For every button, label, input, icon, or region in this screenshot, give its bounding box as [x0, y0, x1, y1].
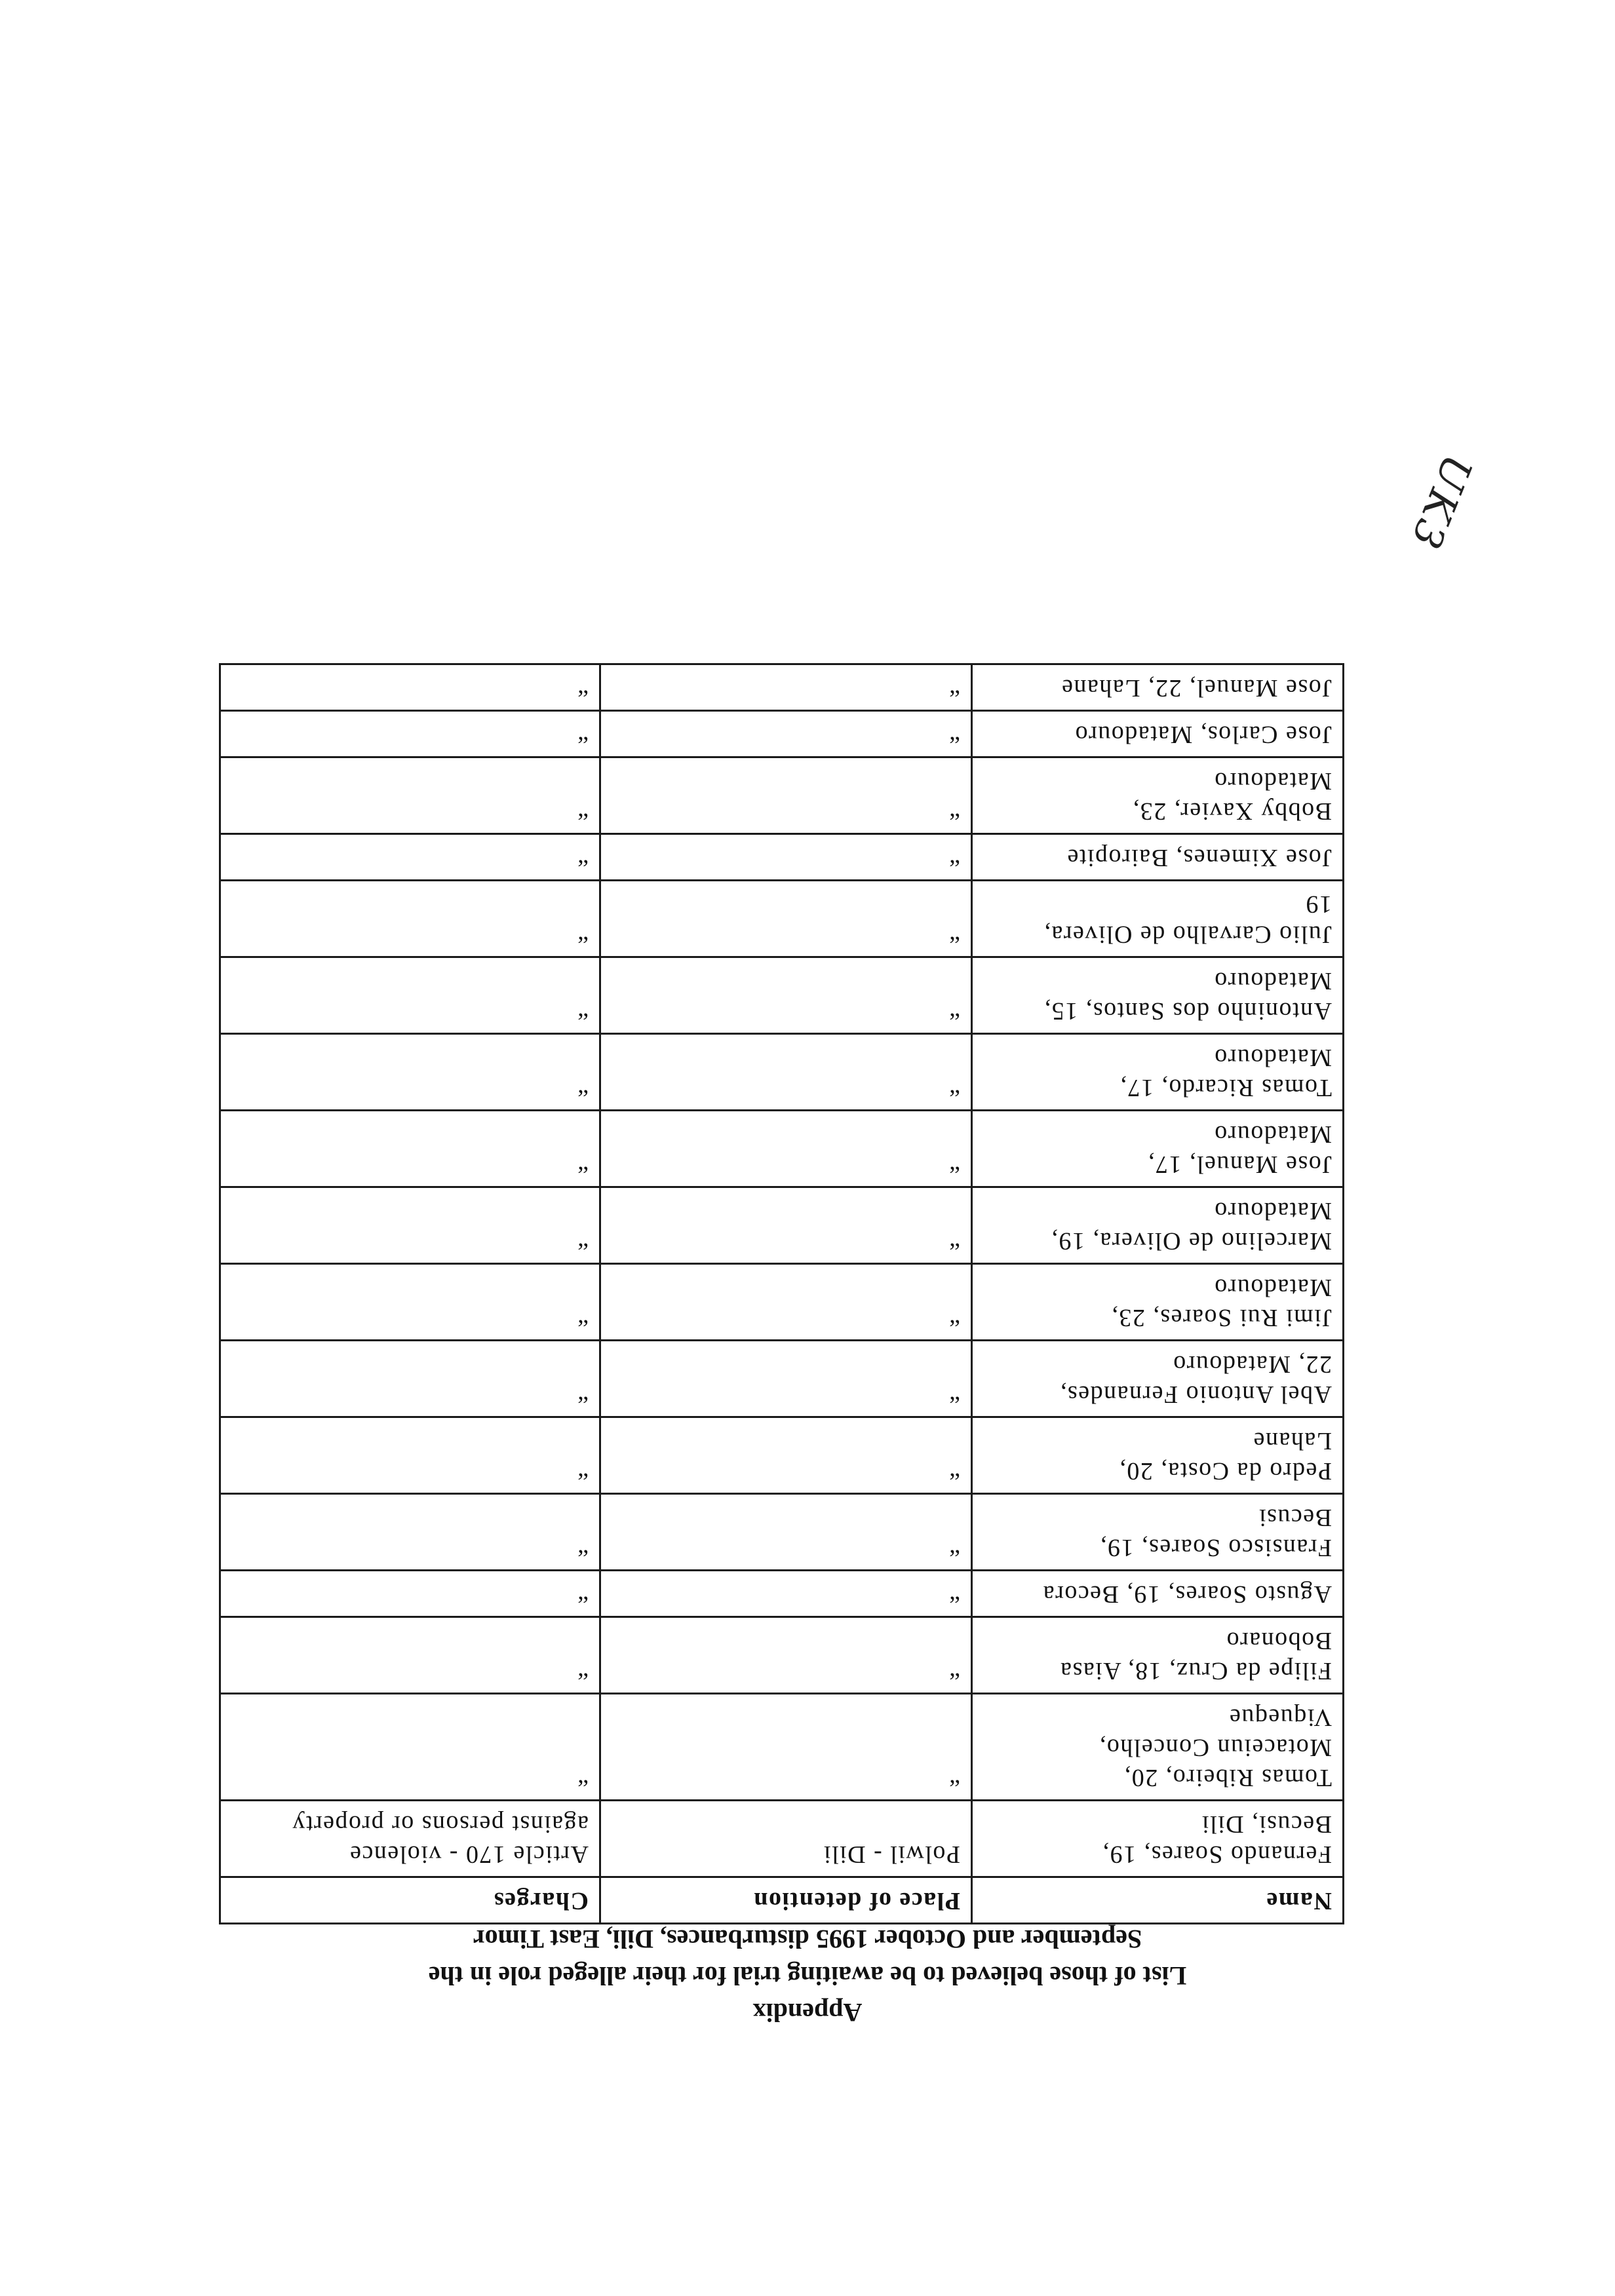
- name-line: Tomas Ribeiro, 20,: [1123, 1764, 1332, 1791]
- cell-charges: [220, 1617, 600, 1694]
- charges-line: against persons or property: [291, 1810, 589, 1838]
- cell-charges: [220, 834, 600, 881]
- cell-place-of-detention: [600, 957, 972, 1034]
- cell-charges: [220, 1571, 600, 1617]
- handwritten-annotation: UK3: [1401, 448, 1482, 558]
- cell-place-of-detention: [600, 1264, 972, 1341]
- table-row: [220, 1694, 1344, 1801]
- charges-line: “: [576, 1657, 589, 1685]
- cell-charges: [220, 1264, 600, 1341]
- name-line: Viqueque: [1228, 1704, 1332, 1731]
- cell-charges: [220, 664, 600, 711]
- table-row: [220, 1264, 1344, 1341]
- name-line: Tomas Ricardo, 17,: [1119, 1074, 1332, 1101]
- place-text: “: [948, 997, 960, 1025]
- place-text: “: [948, 797, 960, 825]
- cell-place-of-detention: [600, 757, 972, 834]
- table-row: [220, 1111, 1344, 1187]
- name-line: Lahane: [1253, 1427, 1332, 1455]
- charges-line: “: [576, 997, 589, 1025]
- charges-line: Article 170 - violence: [349, 1841, 589, 1868]
- cell-charges: [220, 1694, 600, 1801]
- charges-line: “: [576, 844, 589, 871]
- cell-place-of-detention: [600, 1111, 972, 1187]
- name-line: Matadouro: [1213, 767, 1332, 795]
- charges-line: “: [576, 1580, 589, 1608]
- heading-line-2: List of those believed to be awaiting trial for their alleged role in the: [428, 1961, 1187, 1991]
- name-line: 22, Matadouro: [1172, 1350, 1332, 1378]
- name-line: Motaceiun Concelho,: [1099, 1734, 1332, 1761]
- cell-place-of-detention: [600, 1341, 972, 1417]
- cell-name: [972, 957, 1344, 1034]
- name-line: Pedro da Costa, 20,: [1118, 1457, 1332, 1485]
- place-text: “: [948, 1534, 960, 1561]
- document-heading: [0, 1921, 1615, 2031]
- cell-place-of-detention: [600, 1187, 972, 1264]
- name-line: Bobby Xavier, 23,: [1132, 797, 1332, 825]
- header-place-of-detention: Place of detention: [600, 1877, 972, 1924]
- name-line: Antoninho dos Santos, 15,: [1043, 997, 1332, 1025]
- cell-name: [972, 711, 1344, 757]
- cell-place-of-detention: [600, 1494, 972, 1571]
- name-line: Matadouro: [1213, 1197, 1332, 1225]
- cell-place-of-detention: [600, 1034, 972, 1111]
- charges-line: “: [576, 1534, 589, 1561]
- table-row: [220, 1187, 1344, 1264]
- cell-name: [972, 1417, 1344, 1494]
- charges-line: “: [576, 1457, 589, 1485]
- detainees-table: [219, 663, 1344, 1924]
- cell-place-of-detention: [600, 1694, 972, 1801]
- cell-charges: [220, 1034, 600, 1111]
- charges-line: “: [576, 921, 589, 948]
- cell-place-of-detention: [600, 1417, 972, 1494]
- charges-line: “: [576, 721, 589, 748]
- table-row: [220, 1417, 1344, 1494]
- name-line: Matadouro: [1213, 967, 1332, 995]
- table-row: [220, 1034, 1344, 1111]
- charges-line: “: [576, 1074, 589, 1101]
- table-row: [220, 1801, 1344, 1877]
- cell-charges: [220, 881, 600, 957]
- name-line: Fransisco Soares, 19,: [1099, 1534, 1332, 1561]
- header-charges: Charges: [220, 1877, 600, 1924]
- cell-charges: [220, 1494, 600, 1571]
- place-text: “: [948, 1227, 960, 1255]
- name-line: Matadouro: [1213, 1044, 1332, 1071]
- place-text: “: [948, 674, 960, 702]
- cell-name: [972, 664, 1344, 711]
- place-text: “: [948, 844, 960, 871]
- cell-charges: [220, 1417, 600, 1494]
- cell-place-of-detention: [600, 834, 972, 881]
- cell-place-of-detention: [600, 1571, 972, 1617]
- place-text: “: [948, 1457, 960, 1485]
- place-text: “: [948, 1381, 960, 1408]
- charges-line: “: [576, 1151, 589, 1178]
- cell-name: [972, 1341, 1344, 1417]
- table-row: [220, 1617, 1344, 1694]
- cell-name: [972, 1694, 1344, 1801]
- cell-charges: [220, 1341, 600, 1417]
- cell-name: [972, 1494, 1344, 1571]
- table-row: [220, 1571, 1344, 1617]
- cell-name: [972, 1617, 1344, 1694]
- cell-charges: [220, 757, 600, 834]
- cell-charges: [220, 957, 600, 1034]
- table-row: [220, 881, 1344, 957]
- cell-charges: [220, 1111, 600, 1187]
- place-text: “: [948, 921, 960, 948]
- name-line: Jose Ximenes, Bairopite: [1066, 844, 1332, 871]
- charges-line: “: [576, 1227, 589, 1255]
- name-line: Becusi: [1258, 1504, 1332, 1531]
- charges-line: “: [576, 797, 589, 825]
- name-line: Agusto Soares, 19, Becora: [1042, 1580, 1332, 1608]
- name-line: Marcelino de Olivera, 19,: [1051, 1227, 1332, 1255]
- cell-name: [972, 1034, 1344, 1111]
- heading-line-3: September and October 1995 disturbances, Dili, East Timor: [473, 1924, 1142, 1954]
- charges-line: “: [576, 1304, 589, 1331]
- header-name: Name: [972, 1877, 1344, 1924]
- charges-line: “: [576, 1764, 589, 1791]
- name-line: Becusi, Dili: [1201, 1810, 1332, 1838]
- place-text: “: [948, 1304, 960, 1331]
- name-line: Fernando Soares, 19,: [1102, 1841, 1332, 1868]
- cell-name: [972, 1571, 1344, 1617]
- cell-place-of-detention: [600, 1617, 972, 1694]
- cell-place-of-detention: [600, 664, 972, 711]
- name-line: Bobonaro: [1226, 1627, 1332, 1655]
- name-line: Jimi Rui Soares, 23,: [1110, 1304, 1332, 1331]
- place-text: “: [948, 1580, 960, 1608]
- table-row: [220, 711, 1344, 757]
- cell-place-of-detention: [600, 881, 972, 957]
- cell-name: [972, 1264, 1344, 1341]
- name-line: Jose Carlos, Matadouro: [1074, 721, 1332, 748]
- cell-name: [972, 881, 1344, 957]
- table-row: [220, 1341, 1344, 1417]
- name-line: Filipe da Cruz, 18, Aiasa: [1059, 1657, 1332, 1685]
- cell-charges: [220, 1801, 600, 1877]
- name-line: Jose Manuel, 17,: [1147, 1151, 1332, 1178]
- name-line: Julio Carvalho de Olivera,: [1043, 921, 1332, 948]
- place-text: “: [948, 721, 960, 748]
- cell-name: [972, 1801, 1344, 1877]
- cell-name: [972, 757, 1344, 834]
- charges-line: “: [576, 674, 589, 702]
- place-text: “: [948, 1764, 960, 1791]
- heading-appendix: Appendix: [752, 1998, 863, 2027]
- name-line: Matadouro: [1213, 1120, 1332, 1148]
- charges-line: “: [576, 1381, 589, 1408]
- table-body: [220, 664, 1344, 1877]
- name-line: Jose Manuel, 22, Lahane: [1060, 674, 1332, 702]
- table-row: [220, 664, 1344, 711]
- table-row: [220, 957, 1344, 1034]
- place-text: “: [948, 1151, 960, 1178]
- cell-name: [972, 1187, 1344, 1264]
- name-line: Abel Antonio Fernandes,: [1059, 1381, 1332, 1408]
- table-row: [220, 1494, 1344, 1571]
- cell-name: [972, 834, 1344, 881]
- name-line: 19: [1305, 890, 1332, 918]
- name-line: Matadouro: [1213, 1274, 1332, 1301]
- cell-place-of-detention: [600, 711, 972, 757]
- cell-place-of-detention: [600, 1801, 972, 1877]
- cell-charges: [220, 711, 600, 757]
- table-row: [220, 834, 1344, 881]
- cell-name: [972, 1111, 1344, 1187]
- table-header-row: [220, 1877, 1344, 1924]
- table-row: [220, 757, 1344, 834]
- place-text: “: [948, 1074, 960, 1101]
- place-text: Polwil - Dili: [823, 1841, 960, 1868]
- place-text: “: [948, 1657, 960, 1685]
- cell-charges: [220, 1187, 600, 1264]
